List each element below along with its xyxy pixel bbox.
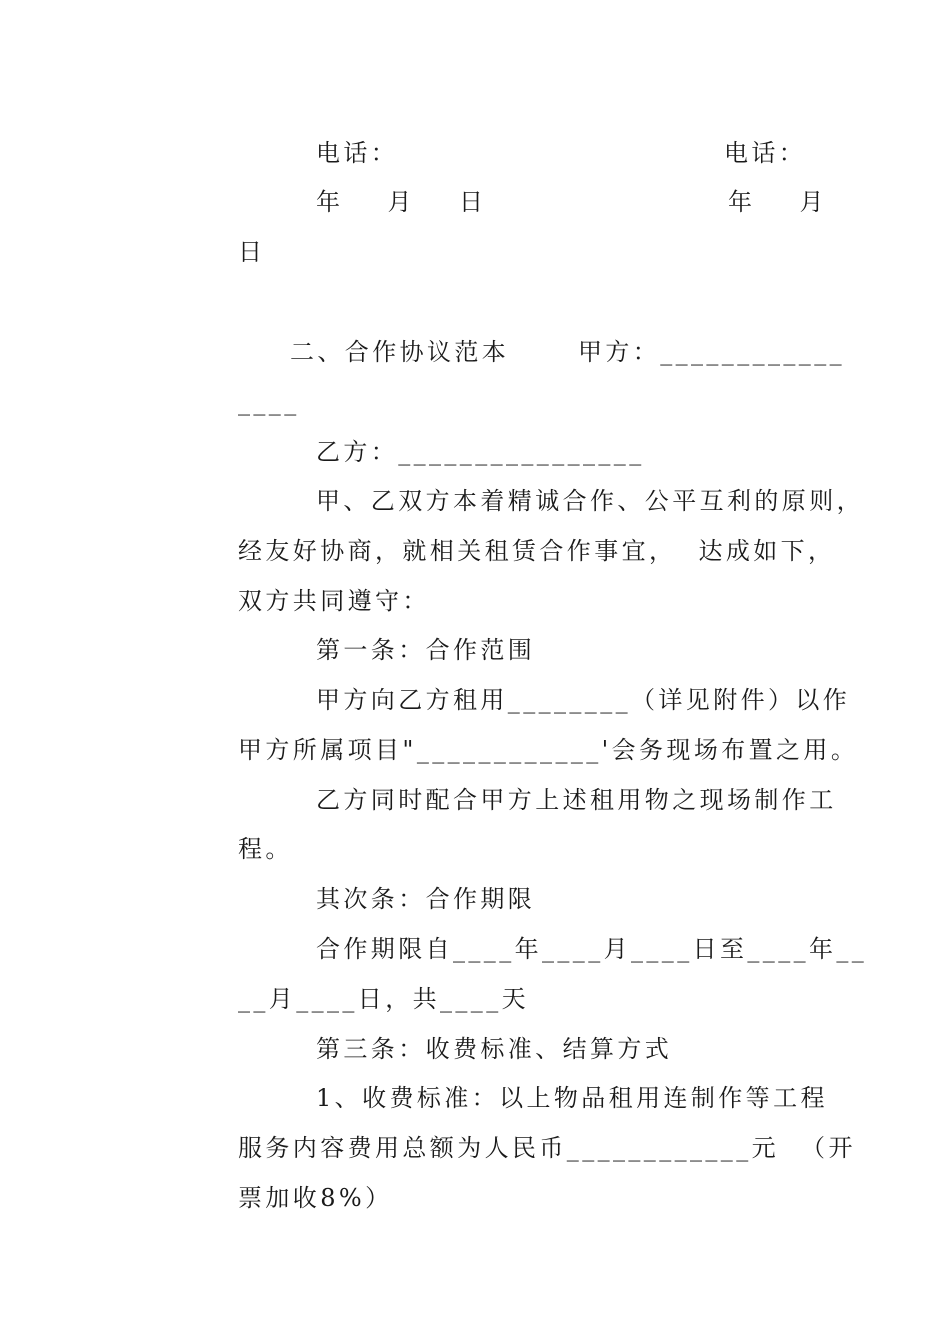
phone-label-left: 电话： [316,139,399,167]
article-2-line-1: 合作期限自____年____月____日至____年__ [316,935,868,963]
article-3-line-2: 服务内容费用总额为人民币____________元 （开 [238,1134,856,1162]
date-line-right-day: 日 [238,238,266,266]
article-2-title: 其次条：合作期限 [316,885,536,913]
intro-paragraph-line-2: 经友好协商，就相关租赁合作事宜， 达成如下， [238,537,836,565]
date-line-left: 年 月 日 [316,188,487,216]
phone-label-right: 电话： [724,139,807,167]
party-b-line: 乙方：________________ [316,438,645,466]
article-1-title: 第一条：合作范围 [316,636,536,664]
article-2-line-2: __月____日，共____天 [238,985,529,1013]
party-a-line: 甲方：____________ [578,338,845,366]
article-1-line-1: 甲方向乙方租用________（详见附件）以作 [316,686,851,714]
intro-paragraph-line-1: 甲、乙双方本着精诚合作、公平互利的原则， [316,487,864,515]
article-3-title: 第三条：收费标准、结算方式 [316,1035,673,1063]
intro-paragraph-line-3: 双方共同遵守： [238,587,430,615]
date-line-right: 年 月 [728,188,827,216]
article-1-line-3: 乙方同时配合甲方上述租用物之现场制作工 [316,786,837,814]
section-heading: 二、合作协议范本 [290,338,510,366]
party-a-line-continued: ____ [238,388,300,416]
article-3-line-3: 票加收8%） [238,1184,393,1212]
article-1-line-2: 甲方所属项目"____________'会务现场布置之用。 [238,736,859,764]
article-1-line-4: 程。 [238,835,293,863]
article-3-line-1: 1、收费标准：以上物品租用连制作等工程 [316,1084,828,1112]
